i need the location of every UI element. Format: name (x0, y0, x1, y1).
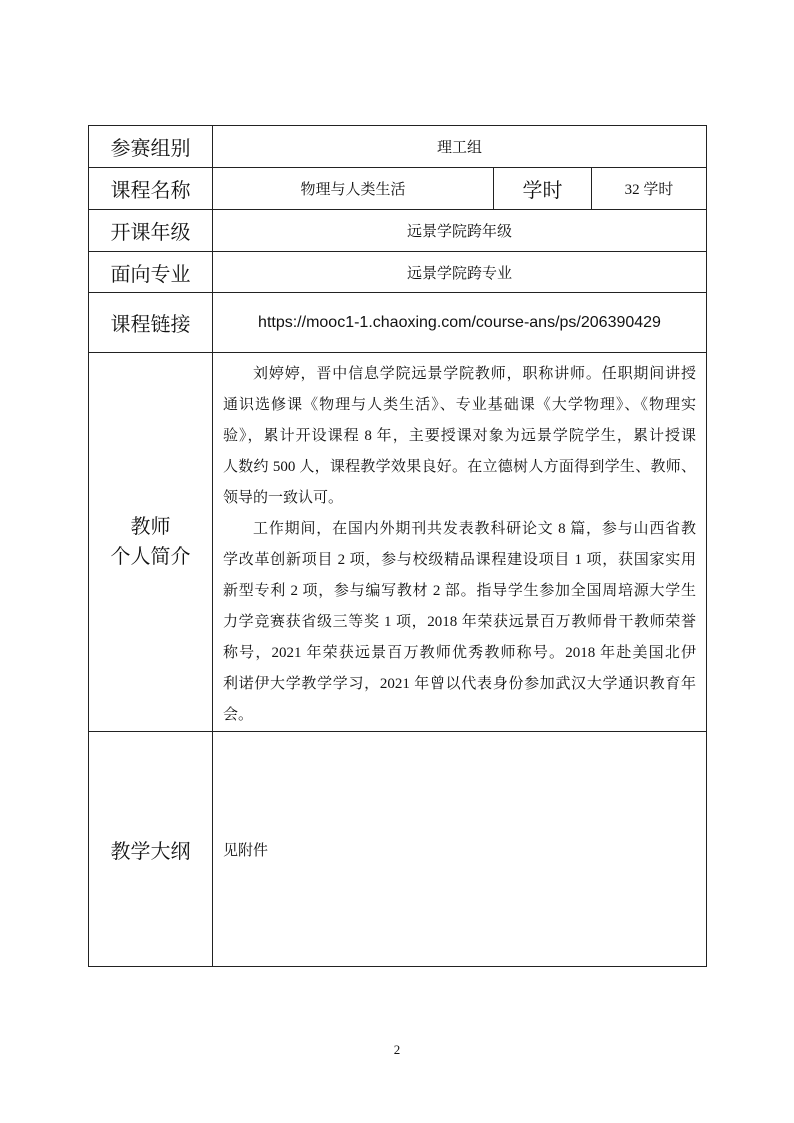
bio-line: 通识选修课《物理与人类生活》、专业基础课《大学物理》、《物理实 (223, 397, 696, 413)
major-value: 远景学院跨专业 (212, 251, 707, 293)
link-label: 课程链接 (88, 292, 213, 353)
bio-line: 刘婷婷，晋中信息学院远景学院教师，职称讲师。任职期间讲授 (253, 366, 696, 382)
bio-text (212, 352, 707, 732)
course-value: 物理与人类生活 (212, 167, 494, 210)
bio-line: 工作期间，在国内外期刊共发表教科研论文 8 篇，参与山西省教 (253, 521, 696, 537)
bio-line: 领导的一致认可。 (223, 490, 344, 506)
bio-line: 会。 (223, 707, 254, 723)
bio-label-line1: 教师 (130, 516, 171, 538)
bio-label (88, 352, 213, 732)
grade-value: 远景学院跨年级 (212, 209, 707, 252)
syllabus-value: 见附件 (212, 731, 707, 967)
major-label: 面向专业 (88, 251, 213, 293)
syllabus-label: 教学大纲 (88, 731, 213, 967)
bio-line: 新型专利 2 项，参与编写教材 2 部。指导学生参加全国周培源大学生 (223, 583, 696, 599)
bio-line: 利诺伊大学教学学习，2021 年曾以代表身份参加武汉大学通识教育年 (223, 676, 696, 692)
bio-label-line2: 个人简介 (110, 546, 191, 568)
group-label: 参赛组别 (88, 125, 213, 168)
hours-label: 学时 (493, 167, 592, 210)
group-value: 理工组 (212, 125, 707, 168)
bio-line: 学改革创新项目 2 项，参与校级精品课程建设项目 1 项，获国家实用 (223, 552, 696, 568)
bio-line: 称号，2021 年荣获远景百万教师优秀教师称号。2018 年赴美国北伊 (223, 645, 696, 661)
bio-line: 验》，累计开设课程 8 年，主要授课对象为远景学院学生，累计授课 (223, 428, 696, 444)
bio-line: 人数约 500 人，课程教学效果良好。在立德树人方面得到学生、教师、 (223, 459, 696, 475)
hours-value: 32 学时 (591, 167, 707, 210)
course-label: 课程名称 (88, 167, 213, 210)
bio-line: 力学竞赛获省级三等奖 1 项，2018 年荣获远景百万教师骨干教师荣誉 (223, 614, 696, 630)
page-number: 2 (393, 1042, 401, 1057)
grade-label: 开课年级 (88, 209, 213, 252)
course-link[interactable]: https://mooc1-1.chaoxing.com/course-ans/ps/206390429 (212, 292, 707, 353)
